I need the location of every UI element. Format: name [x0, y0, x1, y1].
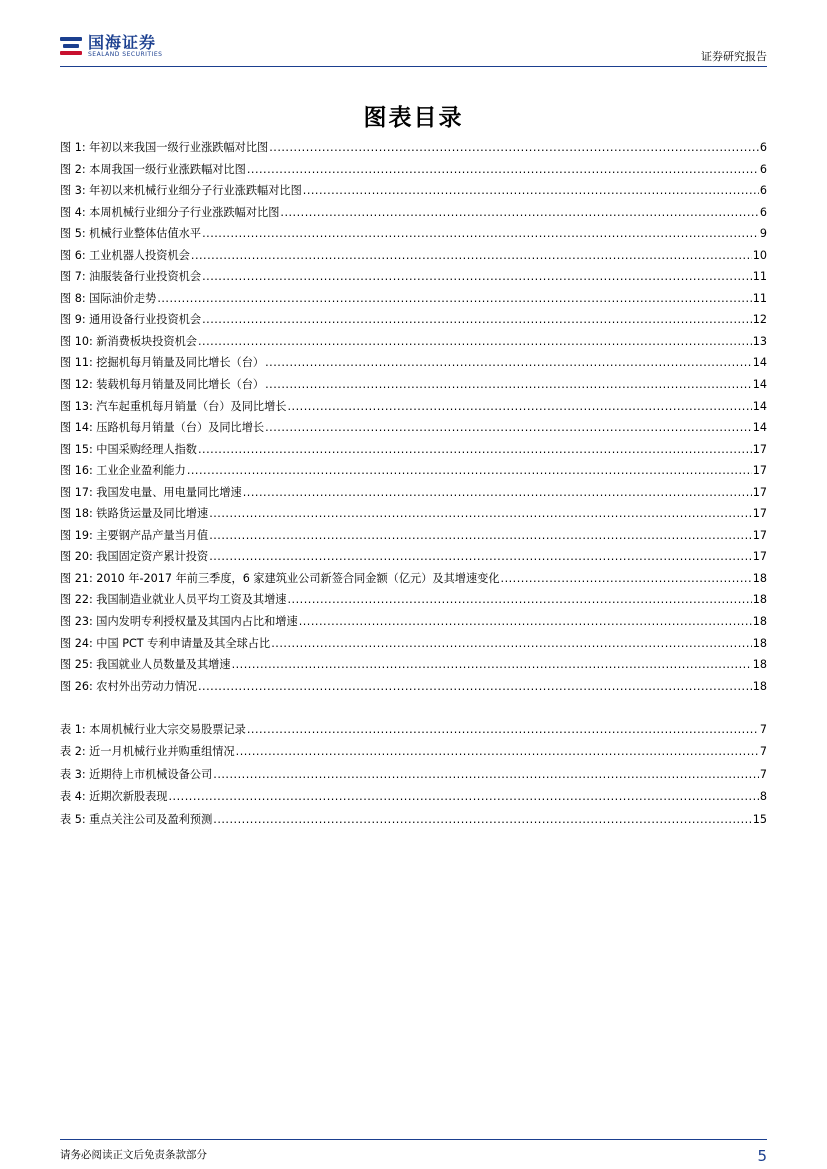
figure-entry-label: 图 22: 我国制造业就业人员平均工资及其增速: [60, 593, 287, 607]
logo-name-en: SEALAND SECURITIES: [88, 51, 163, 58]
figure-list: [60, 137, 767, 697]
table-entry-page: 8: [759, 790, 767, 804]
figure-entry-label: 图 2: 本周我国一级行业涨跌幅对比图: [60, 162, 246, 176]
figure-entry-label: 图 7: 油服装备行业投资机会: [60, 270, 202, 284]
figure-entry-page: 17: [752, 507, 767, 521]
figure-entry[interactable]: [60, 525, 767, 547]
figure-entry-label: 图 9: 通用设备行业投资机会: [60, 313, 202, 327]
dot-leader: [209, 503, 752, 524]
figure-entry-page: 10: [752, 248, 767, 262]
figure-entry-label: 图 14: 压路机每月销量（台）及同比增长: [60, 421, 265, 435]
table-entry-page: 7: [759, 745, 767, 759]
logo-icon: [60, 35, 82, 59]
figure-entry-page: 9: [759, 227, 767, 241]
company-logo: [60, 34, 162, 59]
table-entry[interactable]: [60, 764, 767, 786]
figure-entry-page: 17: [752, 464, 767, 478]
dot-leader: [202, 223, 759, 244]
figure-entry-label: 图 25: 我国就业人员数量及其增速: [60, 658, 231, 672]
figure-entry-label: 图 1: 年初以来我国一级行业涨跌幅对比图: [60, 141, 269, 154]
dot-leader: [198, 439, 752, 460]
table-entry-page: 15: [752, 812, 767, 826]
figure-entry[interactable]: [60, 352, 767, 374]
dot-leader: [202, 309, 752, 330]
page-header: [60, 34, 767, 66]
figure-entry-label: 图 6: 工业机器人投资机会: [60, 248, 190, 262]
dot-leader: [265, 352, 752, 373]
figure-entry-page: 17: [752, 528, 767, 542]
figure-entry[interactable]: [60, 503, 767, 525]
figure-entry[interactable]: [60, 676, 767, 698]
dot-leader: [202, 266, 752, 287]
figure-entry-page: 11: [752, 270, 767, 284]
table-entry[interactable]: [60, 719, 767, 741]
figure-entry-label: 图 16: 工业企业盈利能力: [60, 464, 186, 478]
report-type: 证券研究报告: [701, 50, 767, 63]
table-entry-label: 表 4: 近期次新股表现: [60, 790, 168, 804]
footer-divider: [60, 1139, 767, 1140]
dot-leader: [209, 546, 752, 567]
dot-leader: [243, 482, 752, 503]
figure-entry-page: 18: [752, 593, 767, 607]
figure-entry-page: 18: [752, 658, 767, 672]
figure-entry[interactable]: [60, 611, 767, 633]
figure-entry[interactable]: [60, 439, 767, 461]
figure-entry-label: 图 5: 机械行业整体估值水平: [60, 227, 202, 241]
dot-leader: [280, 202, 758, 223]
dot-leader: [213, 764, 759, 785]
dot-leader: [198, 676, 752, 697]
figure-entry-label: 图 17: 我国发电量、用电量同比增速: [60, 485, 242, 499]
dot-leader: [187, 460, 752, 481]
figure-entry[interactable]: [60, 180, 767, 202]
figure-entry-page: 6: [759, 205, 767, 219]
figure-entry[interactable]: [60, 568, 767, 590]
dot-leader: [299, 611, 752, 632]
figure-entry-page: 6: [759, 141, 767, 154]
figure-entry-page: 14: [752, 378, 767, 392]
page-title: 图表目录: [363, 105, 464, 131]
dot-leader: [265, 374, 752, 395]
figure-entry-page: 13: [752, 334, 767, 348]
figure-entry[interactable]: [60, 288, 767, 310]
figure-entry[interactable]: [60, 589, 767, 611]
table-entry-label: 表 3: 近期待上市机械设备公司: [60, 767, 213, 781]
figure-entry-label: 图 13: 汽车起重机每月销量（台）及同比增长: [60, 399, 287, 413]
table-entry[interactable]: [60, 809, 767, 831]
figure-entry[interactable]: [60, 546, 767, 568]
figure-entry-label: 图 8: 国际油价走势: [60, 291, 157, 305]
table-entry[interactable]: [60, 786, 767, 808]
figure-entry[interactable]: [60, 396, 767, 418]
dot-leader: [236, 741, 759, 762]
dot-leader: [157, 288, 751, 309]
figure-entry[interactable]: [60, 202, 767, 224]
figure-entry-page: 17: [752, 442, 767, 456]
figure-entry[interactable]: [60, 223, 767, 245]
header-divider: [60, 66, 767, 67]
figure-entry-page: 18: [752, 679, 767, 693]
figure-entry-label: 图 11: 挖掘机每月销量及同比增长（台）: [60, 356, 265, 370]
figure-entry-page: 17: [752, 550, 767, 564]
figure-entry-label: 图 10: 新消费板块投资机会: [60, 334, 197, 348]
figure-entry[interactable]: [60, 266, 767, 288]
dot-leader: [265, 417, 752, 438]
table-entry-page: 7: [759, 723, 767, 736]
figure-entry-label: 图 23: 国内发明专利授权量及其国内占比和增速: [60, 615, 298, 629]
dot-leader: [191, 245, 752, 266]
dot-leader: [169, 786, 759, 807]
table-entry-page: 7: [759, 767, 767, 781]
dot-leader: [247, 159, 759, 180]
figure-entry-page: 14: [752, 356, 767, 370]
figure-entry[interactable]: [60, 374, 767, 396]
figure-entry-label: 图 3: 年初以来机械行业细分子行业涨跌幅对比图: [60, 184, 302, 198]
figure-entry[interactable]: [60, 245, 767, 267]
table-entry[interactable]: [60, 741, 767, 763]
figure-entry-label: 图 4: 本周机械行业细分子行业涨跌幅对比图: [60, 205, 280, 219]
figure-entry-page: 18: [752, 636, 767, 650]
figure-entry[interactable]: [60, 633, 767, 655]
figure-entry-label: 图 24: 中国 PCT 专利申请量及其全球占比: [60, 636, 271, 650]
figure-entry-label: 图 12: 装载机每月销量及同比增长（台）: [60, 378, 265, 392]
dot-leader: [232, 654, 752, 675]
dot-leader: [198, 331, 752, 352]
figure-entry[interactable]: [60, 137, 767, 159]
table-entry-label: 表 5: 重点关注公司及盈利预测: [60, 812, 213, 826]
figure-entry[interactable]: [60, 331, 767, 353]
table-entry-label: 表 2: 近一月机械行业并购重组情况: [60, 745, 235, 759]
figure-entry[interactable]: [60, 654, 767, 676]
dot-leader: [269, 137, 759, 158]
figure-entry-label: 图 20: 我国固定资产累计投资: [60, 550, 209, 564]
figure-entry-label: 图 18: 铁路货运量及同比增速: [60, 507, 209, 521]
figure-entry-page: 18: [752, 615, 767, 629]
dot-leader: [213, 809, 751, 830]
figure-entry[interactable]: [60, 159, 767, 181]
figure-entry-page: 14: [752, 421, 767, 435]
figure-entry-page: 6: [759, 162, 767, 176]
figure-entry-page: 17: [752, 485, 767, 499]
dot-leader: [288, 589, 752, 610]
table-entry-label: 表 1: 本周机械行业大宗交易股票记录: [60, 723, 246, 736]
dot-leader: [303, 180, 759, 201]
footer-disclaimer: 请务必阅读正文后免责条款部分: [60, 1149, 207, 1161]
dot-leader: [209, 525, 752, 546]
figure-entry-label: 图 21: 2010 年-2017 年前三季度，6 家建筑业公司新签合同金额（亿元）及其增速变化: [60, 571, 500, 585]
dot-leader: [501, 568, 752, 589]
figure-entry[interactable]: [60, 417, 767, 439]
figure-entry[interactable]: [60, 460, 767, 482]
figure-entry-page: 11: [752, 291, 767, 305]
dot-leader: [288, 396, 752, 417]
dot-leader: [247, 719, 759, 740]
figure-entry-label: 图 26: 农村外出劳动力情况: [60, 679, 197, 693]
dot-leader: [271, 633, 752, 654]
logo-name-cn: 国海证券: [88, 33, 157, 52]
figure-entry-label: 图 15: 中国采购经理人指数: [60, 442, 197, 456]
figure-entry-page: 6: [759, 184, 767, 198]
figure-entry-page: 18: [752, 571, 767, 585]
table-list: [60, 719, 767, 831]
figure-entry[interactable]: [60, 309, 767, 331]
figure-entry-page: 14: [752, 399, 767, 413]
figure-entry-page: 12: [752, 313, 767, 327]
figure-entry[interactable]: [60, 482, 767, 504]
page-number: 5: [757, 1147, 767, 1165]
figure-entry-label: 图 19: 主要钢产品产量当月值: [60, 528, 209, 542]
